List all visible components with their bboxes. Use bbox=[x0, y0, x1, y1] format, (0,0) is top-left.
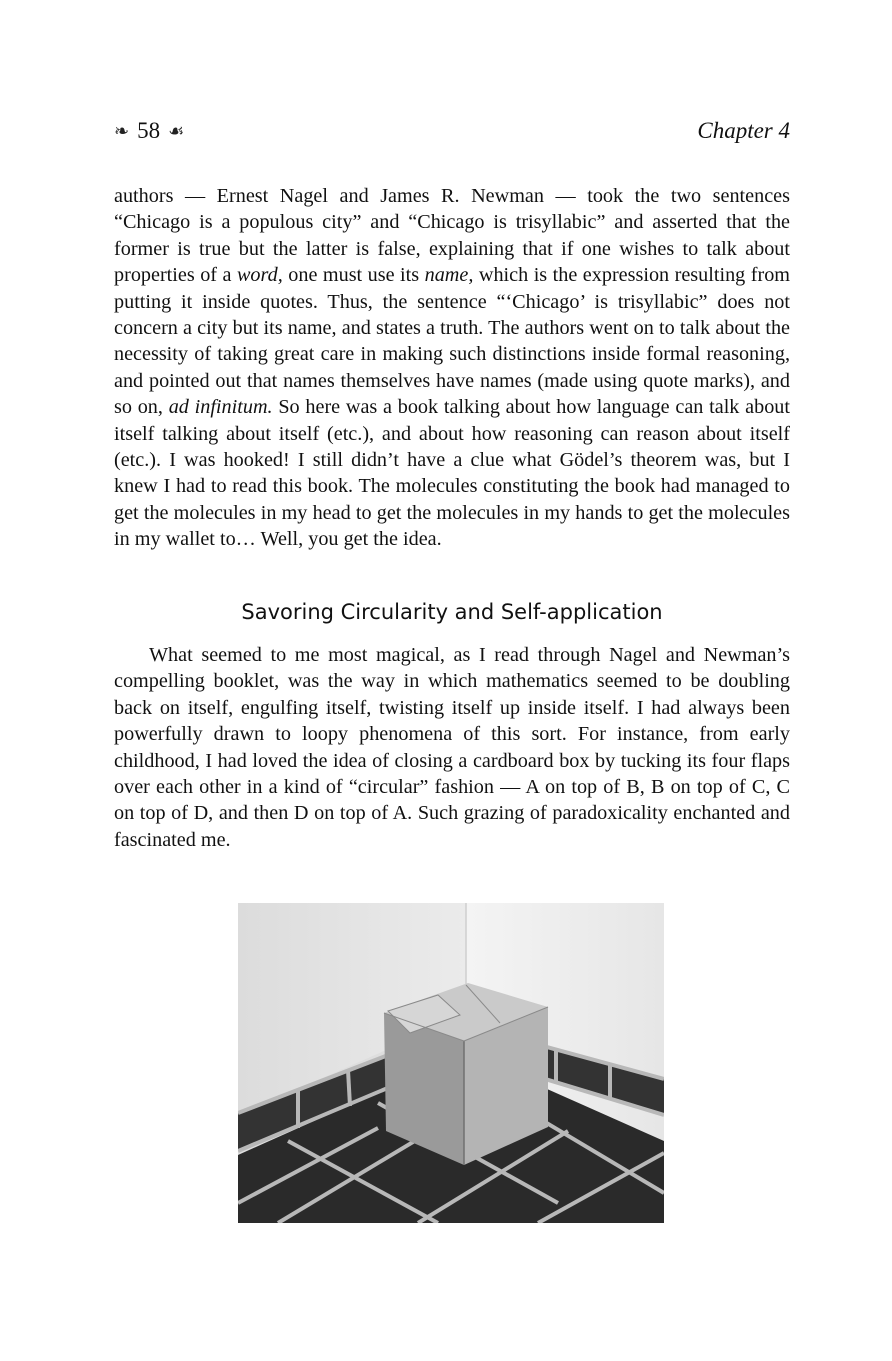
paragraph-1-text-c: which is the expression resulting from putting it inside quotes. Thus, the sentence “‘Chicago’ is trisyllabic” does not concern a city but its name, and states a truth. The authors went on to talk about the necessity of taking great care in making such distinctions inside formal reasoning, and pointed out that names themselves have names (made using quote marks), and so on, bbox=[114, 264, 790, 419]
running-header bbox=[114, 118, 790, 150]
right-fleuron-icon: ☙ bbox=[168, 121, 185, 141]
paragraph-1-text-a: authors — Ernest Nagel and James R. Newman — took the two sentences “Chicago is a populous city” and “Chicago is trisyllabic” and asserted that the former is true but the latter is false, explaining that if one wishes to talk about properties of a bbox=[114, 185, 790, 287]
cardboard-box-photo bbox=[238, 903, 664, 1223]
chapter-title: Chapter 4 bbox=[697, 118, 790, 143]
emphasis-word: word, bbox=[236, 264, 283, 287]
emphasis-ad-infinitum: ad infinitum. bbox=[168, 396, 273, 419]
page-number-group bbox=[114, 118, 184, 144]
paragraph-1-text-d: So here was a book talking about how language can talk about itself talking about itself (etc.), and about how reasoning can reason about itself (etc.). I was hooked! I still didn’t have a clue what Gödel’s theorem was, but I knew I had to read this book. The molecules constituting the book had managed to get the molecules in my head to get the molecules in my hands to get the molecules in my wallet to… Well, you get the idea. bbox=[114, 396, 791, 551]
paragraph-1 bbox=[114, 183, 790, 553]
paragraph-1-text-b: one must use its bbox=[282, 264, 425, 287]
paragraph-2: What seemed to me most magical, as I read through Nagel and Newman’s compelling booklet, was the way in which mathematics seemed to be doubling back on itself, engulfing itself, twisting itself up inside itself. I had always been powerfully drawn to loopy phenomena of this sort. For instance, from early childhood, I had loved the idea of closing a cardboard box by tucking its four flaps over each other in a kind of “circular” fashion — A on top of B, B on top of C, C on top of D, and then D on top of A. Such grazing of paradoxicality enchanted and fascinated me. bbox=[114, 644, 790, 851]
emphasis-name: name, bbox=[424, 264, 474, 287]
section-heading: Savoring Circularity and Self-application bbox=[241, 600, 663, 624]
page-number: 58 bbox=[137, 118, 161, 143]
book-page bbox=[114, 0, 790, 1361]
left-fleuron-icon: ❧ bbox=[114, 121, 130, 141]
